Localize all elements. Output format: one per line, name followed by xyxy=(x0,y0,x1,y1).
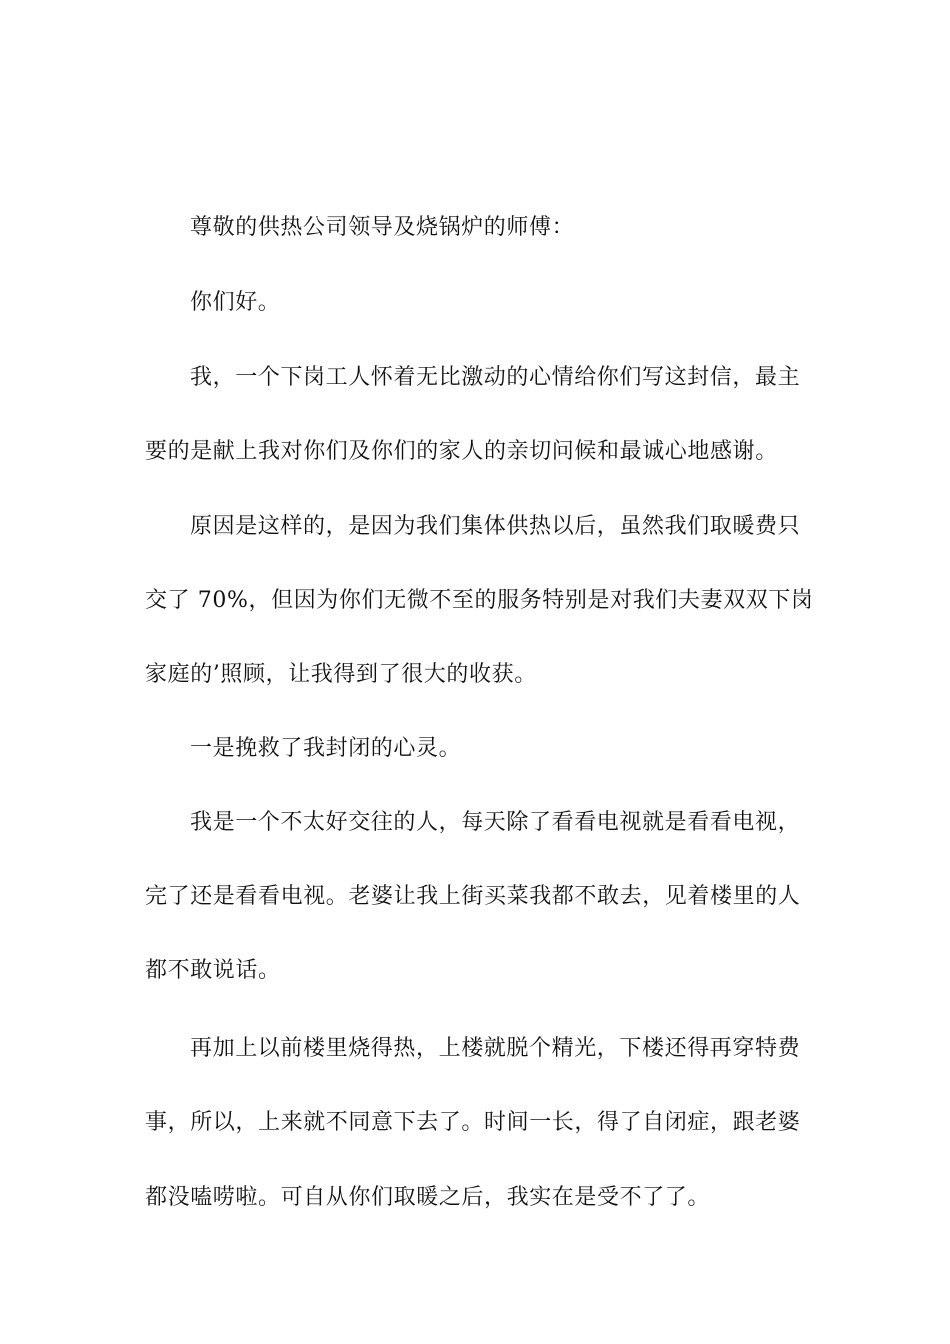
paragraph-line: 都没嗑唠啦。可自从你们取暖之后，我实在是受不了了。 xyxy=(145,1185,711,1210)
paragraph-line: 交了 70%，但因为你们无微不至的服务特别是对我们夫妻双双下岗 xyxy=(145,588,814,613)
greeting: 你们好。 xyxy=(190,290,281,315)
salutation: 尊敬的供热公司领导及烧锅炉的师傅： xyxy=(190,215,575,240)
paragraph-line: 我，一个下岗工人怀着无比激动的心情给你们写这封信，最主 xyxy=(190,365,801,390)
paragraph-line: 家庭的’照顾，让我得到了很大的收获。 xyxy=(145,662,537,687)
paragraph-line: 再加上以前楼里烧得热，上楼就脱个精光，下楼还得再穿特费 xyxy=(190,1036,801,1061)
paragraph-line: 要的是献上我对你们及你们的家人的亲切问候和最诚心地感谢。 xyxy=(145,439,778,464)
paragraph-line: 都不敢说话。 xyxy=(145,958,281,983)
paragraph-line: 完了还是看看电视。老婆让我上街买菜我都不敢去，见着楼里的人 xyxy=(145,884,801,909)
paragraph-line: 一是挽救了我封闭的心灵。 xyxy=(190,736,462,761)
paragraph-line: 事，所以，上来就不同意下去了。时间一长，得了自闭症，跟老婆 xyxy=(145,1110,801,1135)
paragraph-line: 原因是这样的，是因为我们集体供热以后，虽然我们取暖费只 xyxy=(190,514,801,539)
paragraph-line: 我是一个不太好交往的人，每天除了看看电视就是看看电视， xyxy=(190,810,801,835)
